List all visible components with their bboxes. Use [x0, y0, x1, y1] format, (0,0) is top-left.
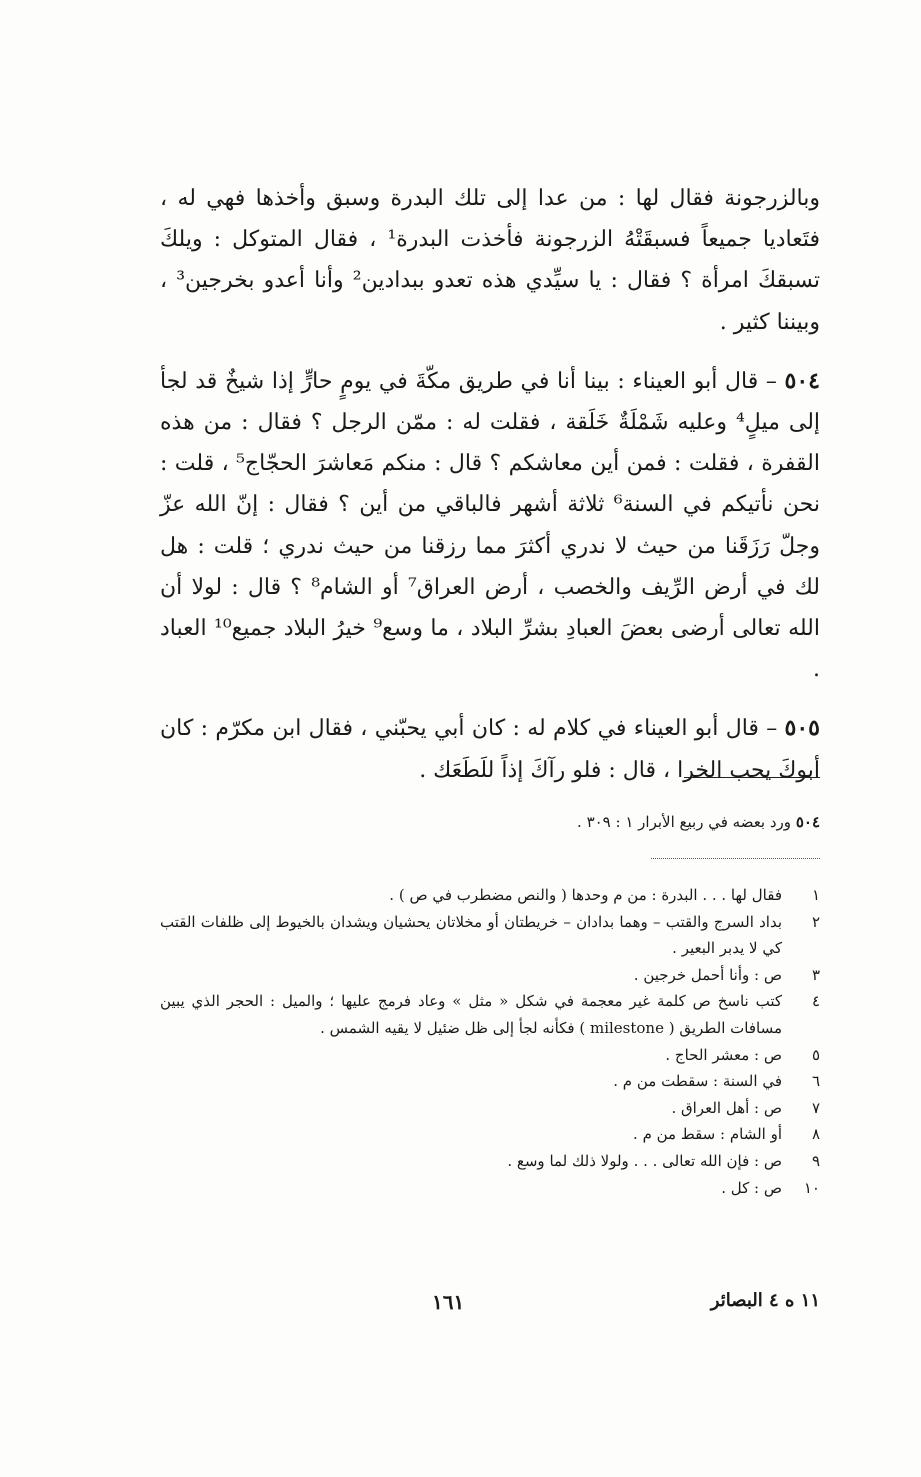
paragraph-504 — [160, 361, 820, 691]
footnote-text: بداد السرج والقتب – وهما بدادان – خريطتان أو مخلاتان يحشيان ويشدان بالخيوط إلى ظلفات القتب كي لا يدبر البعير . — [160, 912, 782, 958]
source-note-text: ورد بعضه في ربيع الأبرار ١ : ٣٠٩ . — [577, 813, 792, 831]
footnote-number: ٦ — [811, 1072, 820, 1091]
footnotes — [160, 882, 820, 1201]
footnote — [160, 882, 820, 909]
page-footer — [160, 1290, 820, 1320]
footnote-text: في السنة : سقطت من م . — [613, 1072, 782, 1091]
footnote — [160, 1068, 820, 1095]
footnote — [160, 1042, 820, 1069]
footnote-number: ٣ — [811, 965, 820, 984]
footnote-text: كتب ناسخ ص كلمة غير معجمة في شكل « مثل » وعاد فرمج عليها ؛ والميل : الحجر الذي يبين مسافات الطريق ( milestone ) فكأنه لجأ إلى ظل ضئيل لا يقيه الشمس . — [160, 992, 782, 1037]
paragraph-text: – قال أبو العيناء : بينا أنا في طريق مكّةَ في يومٍ حارٍّ إذا شيخٌ قد لجأ إلى ميلٍ⁴ وعليه شَمْلَةٌ خَلَقة ، فقلت له : ممّن الرجل ؟ فقال : من هذه القفرة ، فقلت : فمن أين معاشكم ؟ قال : منكم مَعاشرَ الحجّاج⁵ ، قلت : نحن نأتيكم في السنة⁶ ثلاثة أشهر فالباقي من أين ؟ فقال : إنّ الله عزّ وجلّ رَزَقَنا من حيث لا ندري أكثرَ مما رزقنا من حيث ندري ؛ قلت : هل لك في أرض الرِّيف والخصب ، أرض العراق⁷ أو الشام⁸ ؟ قال : لولا أن الله تعالى أرضى بعضَ العبادِ بشرِّ البلاد ، ما وسع⁹ خيرُ البلاد جميع¹⁰ العباد . — [160, 368, 821, 683]
footnote-text: ص : فإن الله تعالى . . . ولولا ذلك لما وسع . — [507, 1151, 782, 1170]
footnote-number: ١٠ — [803, 1178, 820, 1197]
footnote-number: ١ — [811, 886, 820, 904]
footnote-text: أو الشام : سقط من م . — [633, 1125, 782, 1144]
footnote — [160, 988, 820, 1041]
footnote-number: ٥ — [811, 1045, 820, 1064]
source-note-number: ٥٠٤ — [795, 813, 820, 831]
paragraph-continuation — [160, 178, 820, 343]
page-number: ١٦١ — [432, 1290, 465, 1314]
footnote-number: ٨ — [811, 1125, 820, 1144]
dotted-separator — [651, 858, 820, 859]
paragraph-number: ٥٠٥ — [784, 715, 820, 742]
footnote-number: ٧ — [811, 1098, 820, 1117]
footnote-number: ٤ — [811, 992, 820, 1011]
footnote-text: ص : معشر الحاج . — [665, 1045, 782, 1064]
paragraph-text: وبالزرجونة فقال لها : من عدا إلى تلك البدرة وسبق وأخذها فهي له ، فتَعاديا جميعاً فسبقَتْهُ الزرجونة فأخذت البدرة¹ ، فقال المتوكل : ويلكَ تسبقكَ امرأة ؟ فقال : يا سيِّدي هذه تعدو ببدادين² وأنا أعدو بخرجين³ ، وبيننا كثير . — [160, 186, 821, 335]
footnote — [160, 962, 820, 989]
footnote-text: ص : وأنا أحمل خرجين . — [633, 965, 782, 984]
footnote — [160, 1121, 820, 1148]
paragraph-text: – قال أبو العيناء في كلام له : كان أبي يحبّني ، فقال ابن مكرّم : كان أبوكَ يحب الخرا ، قال : فلو رآكَ إذاً للَطَعَك . — [160, 716, 820, 783]
source-note — [160, 810, 820, 834]
footnote-number: ٢ — [811, 912, 820, 931]
main-text — [160, 178, 820, 791]
paragraph-number: ٥٠٤ — [784, 367, 820, 394]
footnote-text: ص : كل . — [721, 1178, 782, 1197]
footnote — [160, 1148, 820, 1175]
footnote — [160, 1175, 820, 1202]
footnote — [160, 909, 820, 962]
footnote — [160, 1095, 820, 1122]
paragraph-505 — [160, 708, 820, 790]
signature-mark: ١١ ه ٤ البصائر — [710, 1290, 820, 1311]
footnote-text: فقال لها . . . البدرة : من م وحدها ( والنص مضطرب في ص ) . — [389, 886, 782, 904]
footnote-text: ص : أهل العراق . — [671, 1098, 782, 1117]
footnote-separator — [684, 777, 820, 778]
footnote-number: ٩ — [811, 1151, 820, 1170]
